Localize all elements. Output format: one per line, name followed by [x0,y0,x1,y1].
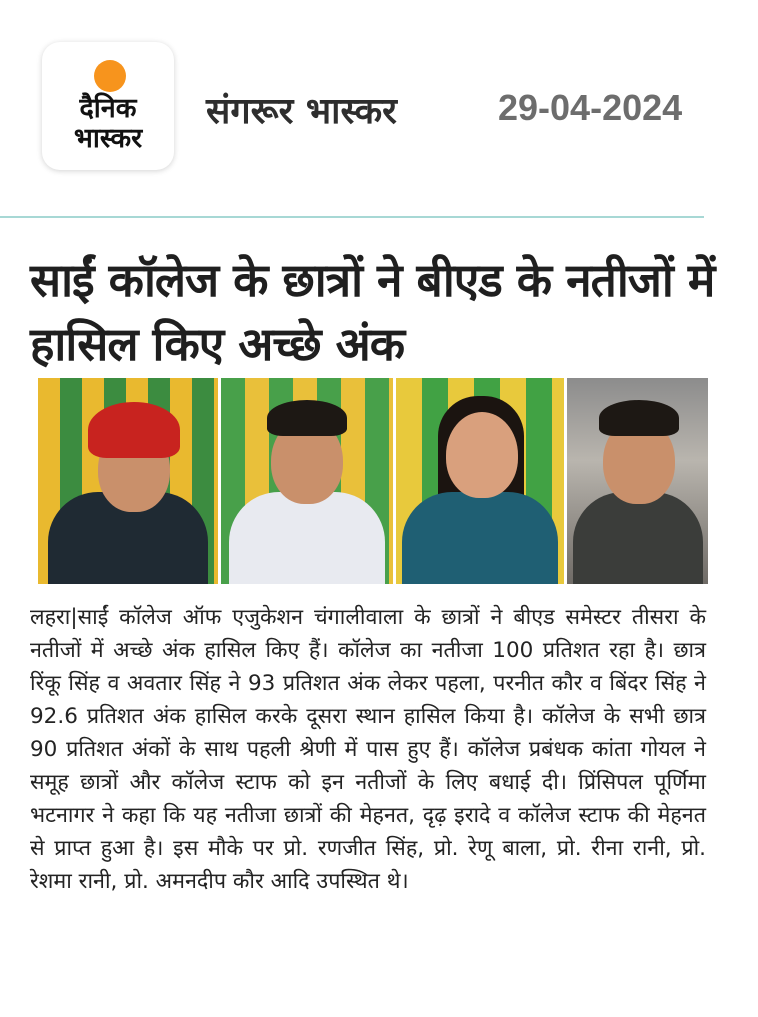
dainik-bhaskar-logo [42,42,174,170]
sun-icon [94,60,126,92]
logo-text-line1: दैनिक [79,93,137,124]
student-photo-1 [38,378,218,584]
student-photo-2 [221,378,393,584]
student-photo-3 [396,378,564,584]
edition-name: संगरूर भास्कर [206,91,397,132]
article-body: लहरा|साईं कॉलेज ऑफ एजुकेशन चंगालीवाला के छात्रों ने बीएड समेस्टर तीसरा के नतीजों में अच्छे अंक हासिल किए हैं। कॉलेज का नतीजा 100 प्रतिशत रहा है। छात्र रिंकू सिंह व अवतार सिंह ने 93 प्रतिशत अंक लेकर पहला, परनीत कौर व बिंदर सिंह ने 92.6 प्रतिशत अंक हासिल करके दूसरा स्थान हासिल किया है। कॉलेज के सभी छात्र 90 प्रतिशत अंकों के साथ पहली श्रेणी में पास हुए हैं। कॉलेज प्रबंधक कांता गोयल ने समूह छात्रों और कॉलेज स्टाफ को इन नतीजों के लिए बधाई दी। प्रिंसिपल पूर्णिमा भटनागर ने कहा कि यह नतीजा छात्रों की मेहनत, दृढ़ इरादे व कॉलेज स्टाफ की मेहनत से प्राप्त हुआ है। इस मौके पर प्रो. रणजीत सिंह, प्रो. रेणू बाला, प्रो. रीना रानी, प्रो. रेशमा रानी, प्रो. अमनदीप कौर आदि उपस्थित थे। [30,605,706,894]
turban-shape [88,402,180,458]
publication-date: 29-04-2024 [498,87,683,128]
article-headline: साईं कॉलेज के छात्रों ने बीएड के नतीजों में हासिल किए अच्छे अंक [30,253,715,371]
student-photo-4 [567,378,708,584]
student-photos [38,378,708,584]
logo-text-line2: भास्कर [73,123,143,154]
header-divider [0,216,704,218]
